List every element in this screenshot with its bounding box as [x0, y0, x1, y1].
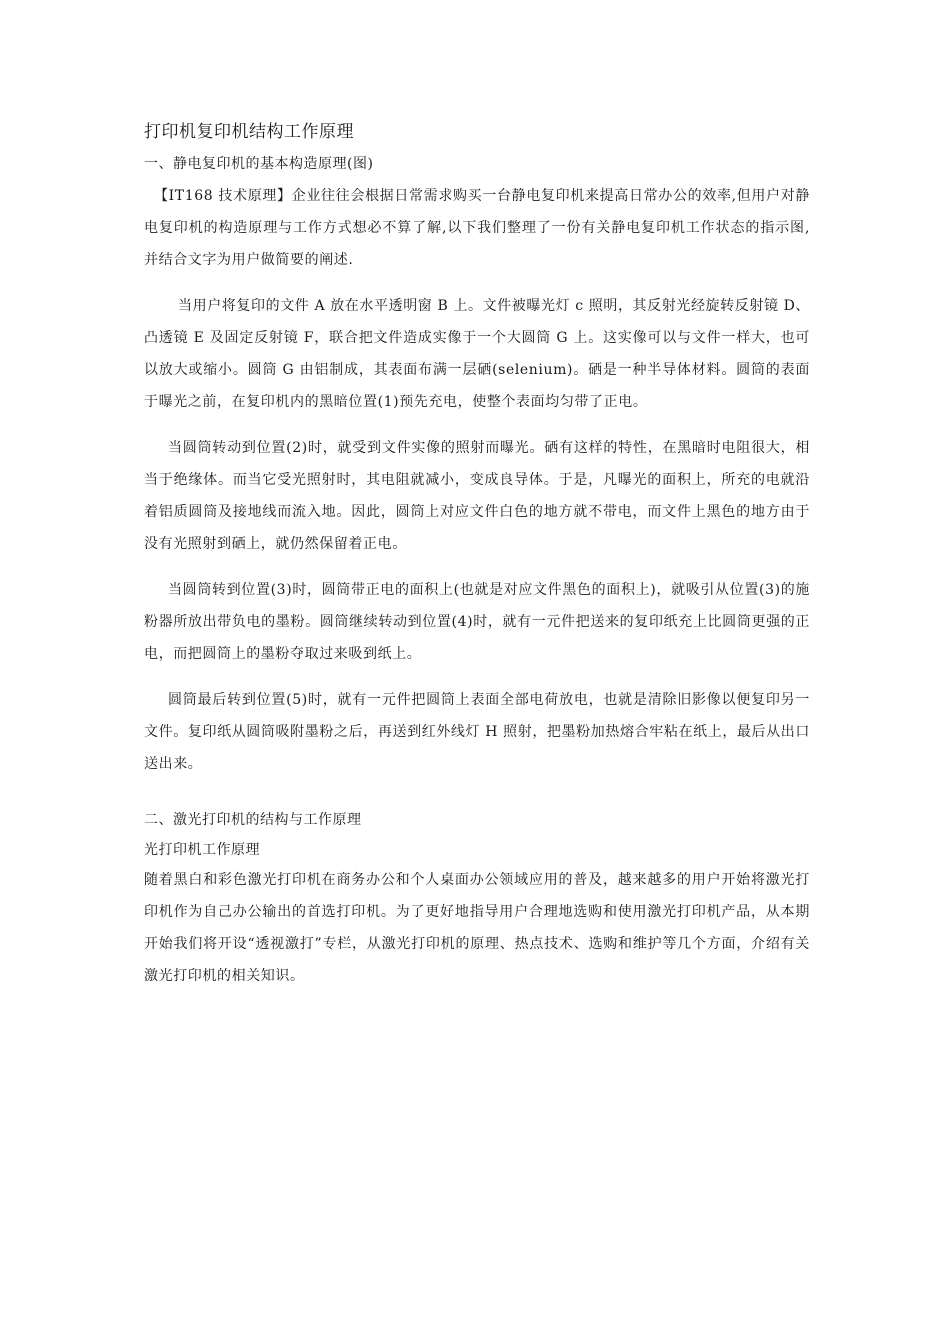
- section2-heading: 二、激光打印机的结构与工作原理: [144, 812, 362, 828]
- section1-paragraph-2: 当圆筒转动到位置(2)时，就受到文件实像的照射而曝光。硒有这样的特性，在黑暗时电阻很大，相当于绝缘体。而当它受光照射时，其电阻就减小，变成良导体。于是，凡曝光的面积上，所充的电就沿着铝质圆筒及接地线而流入地。因此，圆筒上对应文件白色的地方就不带电，而文件上黑色的地方由于没有光照射到硒上，就仍然保留着正电。: [144, 440, 810, 552]
- spacer: [144, 276, 810, 290]
- document-page: [144, 118, 810, 992]
- section1-heading: 一、静电复印机的基本构造原理(图): [144, 156, 374, 172]
- spacer: [144, 780, 810, 808]
- section2-paragraph-1: 随着黑白和彩色激光打印机在商务办公和个人桌面办公领域应用的普及，越来越多的用户开始将激光打印机作为自己办公输出的首选打印机。为了更好地指导用户合理地选购和使用激光打印机产品，从本期开始我们将开设“透视激打”专栏，从激光打印机的原理、热点技术、选购和维护等几个方面，介绍有关激光打印机的相关知识。: [144, 872, 810, 984]
- section1-paragraph-3: 当圆筒转到位置(3)时，圆筒带正电的面积上(也就是对应文件黑色的面积上)，就吸引从位置(3)的施粉器所放出带负电的墨粉。圆筒继续转动到位置(4)时，就有一元件把送来的复印纸充上比圆筒更强的正电，而把圆筒上的墨粉夺取过来吸到纸上。: [144, 582, 810, 662]
- section1-intro-paragraph: 【IT168 技术原理】企业往往会根据日常需求购买一台静电复印机来提高日常办公的效率,但用户对静电复印机的构造原理与工作方式想必不算了解,以下我们整理了一份有关静电复印机工作状态的指示图,并结合文字为用户做简要的阐述.: [144, 188, 810, 268]
- section1-paragraph-4: 圆筒最后转到位置(5)时，就有一元件把圆筒上表面全部电荷放电，也就是清除旧影像以便复印另一文件。复印纸从圆筒吸附墨粉之后，再送到红外线灯 H 照射，把墨粉加热熔合牢粘在纸上，最后从出口送出来。: [144, 692, 810, 772]
- section2-subheading: 光打印机工作原理: [144, 842, 260, 858]
- spacer: [144, 670, 810, 684]
- spacer: [144, 418, 810, 432]
- spacer: [144, 560, 810, 574]
- section1-paragraph-1: 当用户将复印的文件 A 放在水平透明窗 B 上。文件被曝光灯 c 照明，其反射光经旋转反射镜 D、凸透镜 E 及固定反射镜 F，联合把文件造成实像于一个大圆筒 G 上。这实像可以与文件一样大，也可以放大或缩小。圆筒 G 由铝制成，其表面布满一层硒(selenium)。硒是一种半导体材料。圆筒的表面于曝光之前，在复印机内的黑暗位置(1)预先充电，使整个表面均匀带了正电。: [144, 298, 811, 410]
- document-title: 打印机复印机结构工作原理: [144, 122, 354, 142]
